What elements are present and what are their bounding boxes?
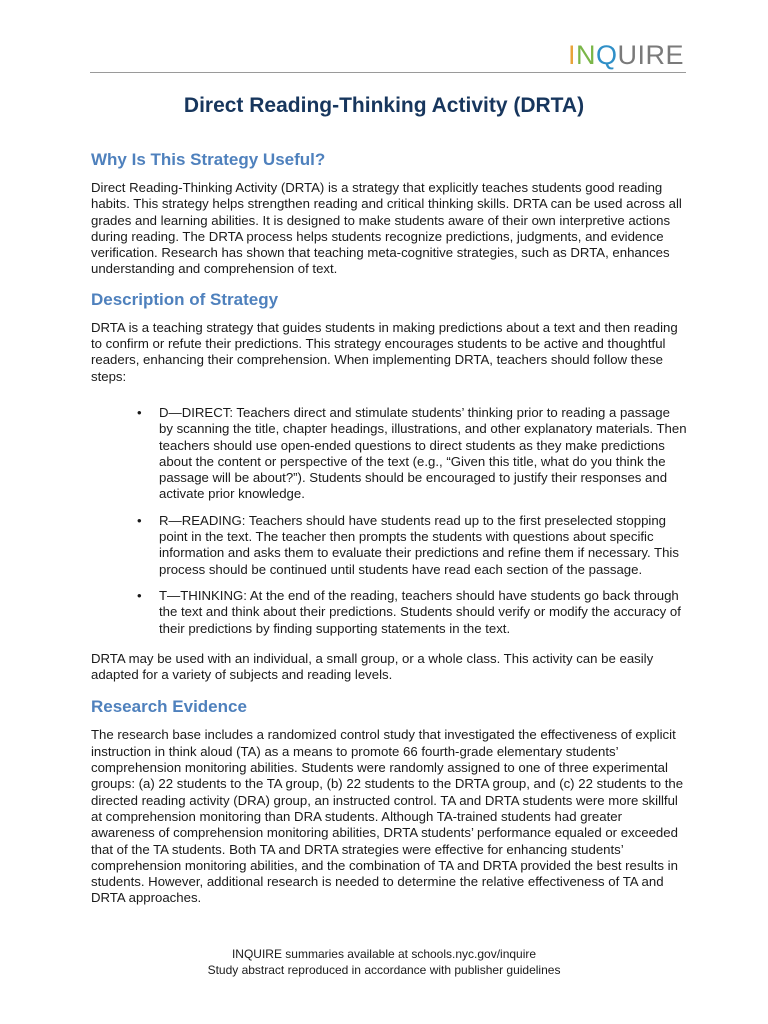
section-description [91,290,687,684]
bullet-icon: • [137,587,142,603]
main-content [91,150,687,916]
inquire-logo: INQUIRE [567,40,684,70]
footer-line-abstract: Study abstract reproduced in accordance with publisher guidelines [207,963,561,977]
page-footer [0,946,768,978]
section-why-useful [91,150,687,278]
section-research [91,697,687,906]
paragraph-why-useful: Direct Reading-Thinking Activity (DRTA) is a strategy that explicitly teaches students good reading habits. This strategy helps strengthen reading and critical thinking skills. DRTA can be used across all grades and learning abilities. It is designed to make students aware of their own interpretive actions during reading. The DRTA process helps students recognize predictions, judgments, and evidence verification. Research has shown that teaching meta-cognitive strategies, such as DRTA, enhances understanding and comprehension of text. [91,180,682,277]
list-item-reading: • R—READING: Teachers should have students read up to the first preselected stopping point in the text. The teacher then prompts the students with questions about specific information and asks them to evaluate their predictions and refine them if necessary. This process should be continued until students have read each section of the passage. [137,512,679,577]
bullet-icon: • [137,404,142,420]
section-heading-why-useful: Why Is This Strategy Useful? [91,150,326,169]
bullet-icon: • [137,512,142,528]
paragraph-description-closing: DRTA may be used with an individual, a small group, or a whole class. This activity can be easily adapted for a variety of subjects and reading levels. [91,650,654,683]
steps-list [91,405,687,637]
paragraph-research: The research base includes a randomized control study that investigated the effectiveness of explicit instruction in think aloud (TA) as a means to promote 66 fourth-grade elementary students’ comprehension monitoring abilities. Students were randomly assigned to one of three experimental groups: (a) 22 students to the TA group, (b) 22 students to the DRTA group, and (c) 22 students to the directed reading activity (DRA) group, an instructed control. TA and DRTA students were more skillful at comprehension monitoring than DRA students. Although TA-trained students had greater awareness of comprehension monitoring abilities, DRTA students’ performance equaled or exceeded that of the TA students. Both TA and DRTA strategies were effective for enhancing students’ comprehension monitoring abilities, and the combination of TA and DRTA provided the best results in students. However, additional research is needed to determine the relative effectiveness of TA and DRTA approaches. [91,727,684,906]
page-title: Direct Reading-Thinking Activity (DRTA) [183,94,585,117]
list-item-thinking: • T—THINKING: At the end of the reading, teachers should have students go back through the text and think about their predictions. Students should verify or modify the accuracy of their predictions by finding supporting statements in the text. [137,587,681,636]
footer-line-summaries: INQUIRE summaries available at schools.nyc.gov/inquire [231,947,537,961]
list-item-direct: • D—DIRECT: Teachers direct and stimulate students’ thinking prior to reading a passage by scanning the title, chapter headings, illustrations, and other explanatory materials. Then teachers should use open-ended questions to direct students as they make predictions about the content or perspective of the text (e.g., “Given this title, what do you think the passage will be about?”). Students should be encouraged to justify their responses and activate prior knowledge. [137,404,687,502]
paragraph-description-intro: DRTA is a teaching strategy that guides students in making predictions about a text and then reading to confirm or refute their predictions. This strategy encourages students to be active and thoughtful readers, enhancing their comprehension. When implementing DRTA, teachers should follow these steps: [91,319,678,384]
section-heading-research: Research Evidence [91,697,247,717]
page-header [90,38,686,73]
section-heading-description: Description of Strategy [91,289,279,309]
